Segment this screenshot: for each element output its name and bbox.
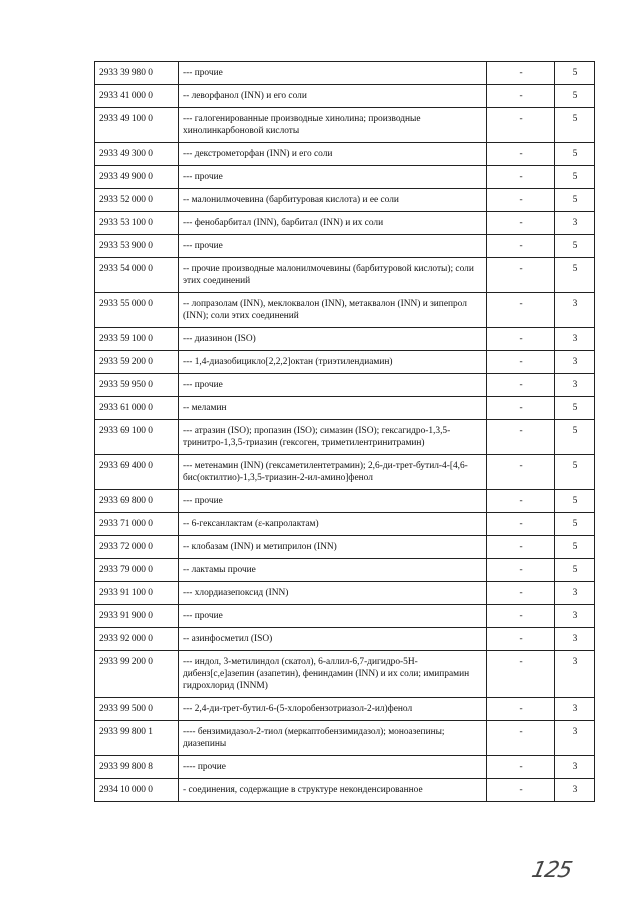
duty-cell: - bbox=[487, 536, 555, 559]
description-cell: -- лопразолам (INN), меклоквалон (INN), метаквалон (INN) и зипепрол (INN); соли этих соединений bbox=[179, 293, 487, 328]
code-cell: 2933 59 950 0 bbox=[95, 374, 179, 397]
duty-cell: - bbox=[487, 62, 555, 85]
table-row bbox=[95, 698, 595, 721]
table-row bbox=[95, 605, 595, 628]
duty-cell: - bbox=[487, 189, 555, 212]
table-row bbox=[95, 513, 595, 536]
table-row bbox=[95, 258, 595, 293]
code-cell: 2933 99 500 0 bbox=[95, 698, 179, 721]
table-row bbox=[95, 189, 595, 212]
table-row bbox=[95, 235, 595, 258]
duty-cell: - bbox=[487, 698, 555, 721]
rate-cell: 3 bbox=[555, 628, 595, 651]
description-cell: --- прочие bbox=[179, 166, 487, 189]
duty-cell: - bbox=[487, 721, 555, 756]
description-cell: -- лактамы прочие bbox=[179, 559, 487, 582]
rate-cell: 5 bbox=[555, 559, 595, 582]
table-row bbox=[95, 143, 595, 166]
rate-cell: 3 bbox=[555, 328, 595, 351]
code-cell: 2933 53 100 0 bbox=[95, 212, 179, 235]
code-cell: 2933 55 000 0 bbox=[95, 293, 179, 328]
table-row bbox=[95, 559, 595, 582]
duty-cell: - bbox=[487, 166, 555, 189]
rate-cell: 3 bbox=[555, 605, 595, 628]
rate-cell: 3 bbox=[555, 651, 595, 698]
table-row bbox=[95, 721, 595, 756]
handwritten-page-number: 125 bbox=[529, 858, 574, 883]
table-row bbox=[95, 756, 595, 779]
duty-cell: - bbox=[487, 455, 555, 490]
description-cell: --- хлордиазепоксид (INN) bbox=[179, 582, 487, 605]
rate-cell: 3 bbox=[555, 351, 595, 374]
table-row bbox=[95, 651, 595, 698]
table-row bbox=[95, 351, 595, 374]
description-cell: --- декстрометорфан (INN) и его соли bbox=[179, 143, 487, 166]
code-cell: 2933 69 400 0 bbox=[95, 455, 179, 490]
table-row bbox=[95, 420, 595, 455]
duty-cell: - bbox=[487, 374, 555, 397]
duty-cell: - bbox=[487, 143, 555, 166]
duty-cell: - bbox=[487, 559, 555, 582]
rate-cell: 5 bbox=[555, 143, 595, 166]
code-cell: 2933 99 200 0 bbox=[95, 651, 179, 698]
description-cell: -- леворфанол (INN) и его соли bbox=[179, 85, 487, 108]
duty-cell: - bbox=[487, 258, 555, 293]
table-row bbox=[95, 108, 595, 143]
table-row bbox=[95, 62, 595, 85]
description-cell: -- 6-гексанлактам (ε-капролактам) bbox=[179, 513, 487, 536]
duty-cell: - bbox=[487, 513, 555, 536]
description-cell: --- атразин (ISO); пропазин (ISO); симазин (ISO); гексагидро-1,3,5-тринитро-1,3,5-триазин (гексоген, триметилентринитрамин) bbox=[179, 420, 487, 455]
description-cell: - соединения, содержащие в структуре неконденсированное bbox=[179, 779, 487, 802]
rate-cell: 5 bbox=[555, 258, 595, 293]
code-cell: 2933 69 100 0 bbox=[95, 420, 179, 455]
code-cell: 2934 10 000 0 bbox=[95, 779, 179, 802]
rate-cell: 3 bbox=[555, 293, 595, 328]
rate-cell: 3 bbox=[555, 756, 595, 779]
description-cell: --- фенобарбитал (INN), барбитал (INN) и их соли bbox=[179, 212, 487, 235]
table-row bbox=[95, 166, 595, 189]
rate-cell: 5 bbox=[555, 490, 595, 513]
table-row bbox=[95, 293, 595, 328]
description-cell: --- 1,4-диазобицикло[2,2,2]октан (триэтилендиамин) bbox=[179, 351, 487, 374]
description-cell: --- прочие bbox=[179, 62, 487, 85]
duty-cell: - bbox=[487, 779, 555, 802]
description-cell: --- прочие bbox=[179, 235, 487, 258]
code-cell: 2933 79 000 0 bbox=[95, 559, 179, 582]
description-cell: -- прочие производные малонилмочевины (барбитуровой кислоты); соли этих соединений bbox=[179, 258, 487, 293]
table-row bbox=[95, 397, 595, 420]
rate-cell: 3 bbox=[555, 698, 595, 721]
duty-cell: - bbox=[487, 628, 555, 651]
rate-cell: 5 bbox=[555, 536, 595, 559]
duty-cell: - bbox=[487, 328, 555, 351]
rate-cell: 5 bbox=[555, 189, 595, 212]
table-row bbox=[95, 490, 595, 513]
code-cell: 2933 59 100 0 bbox=[95, 328, 179, 351]
description-cell: --- прочие bbox=[179, 374, 487, 397]
description-cell: -- малонилмочевина (барбитуровая кислота) и ее соли bbox=[179, 189, 487, 212]
table-row bbox=[95, 455, 595, 490]
code-cell: 2933 91 900 0 bbox=[95, 605, 179, 628]
duty-cell: - bbox=[487, 108, 555, 143]
code-cell: 2933 49 300 0 bbox=[95, 143, 179, 166]
duty-cell: - bbox=[487, 420, 555, 455]
rate-cell: 5 bbox=[555, 62, 595, 85]
rate-cell: 5 bbox=[555, 166, 595, 189]
table-row bbox=[95, 212, 595, 235]
rate-cell: 3 bbox=[555, 582, 595, 605]
tariff-table-body bbox=[95, 62, 595, 802]
duty-cell: - bbox=[487, 651, 555, 698]
description-cell: --- индол, 3-метилиндол (скатол), 6-аллил-6,7-дигидро-5H-дибенз[c,e]азепин (азапетин), фениндамин (INN) и их соли; имипрамин гидрохлорид (INNM) bbox=[179, 651, 487, 698]
code-cell: 2933 99 800 8 bbox=[95, 756, 179, 779]
code-cell: 2933 69 800 0 bbox=[95, 490, 179, 513]
rate-cell: 3 bbox=[555, 721, 595, 756]
rate-cell: 5 bbox=[555, 108, 595, 143]
rate-cell: 5 bbox=[555, 513, 595, 536]
table-row bbox=[95, 85, 595, 108]
description-cell: --- прочие bbox=[179, 490, 487, 513]
table-row bbox=[95, 779, 595, 802]
description-cell: ---- бензимидазол-2-тиол (меркаптобензимидазол); моноазепины; диазепины bbox=[179, 721, 487, 756]
duty-cell: - bbox=[487, 605, 555, 628]
code-cell: 2933 92 000 0 bbox=[95, 628, 179, 651]
duty-cell: - bbox=[487, 397, 555, 420]
description-cell: -- азинфосметил (ISO) bbox=[179, 628, 487, 651]
rate-cell: 5 bbox=[555, 235, 595, 258]
code-cell: 2933 59 200 0 bbox=[95, 351, 179, 374]
duty-cell: - bbox=[487, 85, 555, 108]
code-cell: 2933 49 100 0 bbox=[95, 108, 179, 143]
rate-cell: 5 bbox=[555, 397, 595, 420]
duty-cell: - bbox=[487, 582, 555, 605]
description-cell: --- галогенированные производные хинолина; производные хинолинкарбоновой кислоты bbox=[179, 108, 487, 143]
code-cell: 2933 52 000 0 bbox=[95, 189, 179, 212]
table-row bbox=[95, 328, 595, 351]
duty-cell: - bbox=[487, 756, 555, 779]
description-cell: --- прочие bbox=[179, 605, 487, 628]
code-cell: 2933 72 000 0 bbox=[95, 536, 179, 559]
duty-cell: - bbox=[487, 351, 555, 374]
rate-cell: 3 bbox=[555, 212, 595, 235]
table-row bbox=[95, 582, 595, 605]
code-cell: 2933 53 900 0 bbox=[95, 235, 179, 258]
tariff-table bbox=[94, 61, 595, 802]
rate-cell: 5 bbox=[555, 85, 595, 108]
table-row bbox=[95, 536, 595, 559]
code-cell: 2933 99 800 1 bbox=[95, 721, 179, 756]
code-cell: 2933 71 000 0 bbox=[95, 513, 179, 536]
code-cell: 2933 39 980 0 bbox=[95, 62, 179, 85]
duty-cell: - bbox=[487, 490, 555, 513]
code-cell: 2933 41 000 0 bbox=[95, 85, 179, 108]
table-row bbox=[95, 628, 595, 651]
code-cell: 2933 49 900 0 bbox=[95, 166, 179, 189]
duty-cell: - bbox=[487, 235, 555, 258]
description-cell: ---- прочие bbox=[179, 756, 487, 779]
code-cell: 2933 91 100 0 bbox=[95, 582, 179, 605]
code-cell: 2933 54 000 0 bbox=[95, 258, 179, 293]
rate-cell: 3 bbox=[555, 374, 595, 397]
description-cell: -- меламин bbox=[179, 397, 487, 420]
rate-cell: 5 bbox=[555, 420, 595, 455]
rate-cell: 5 bbox=[555, 455, 595, 490]
description-cell: --- 2,4-ди-трет-бутил-6-(5-хлоробензотриазол-2-ил)фенол bbox=[179, 698, 487, 721]
rate-cell: 3 bbox=[555, 779, 595, 802]
description-cell: --- диазинон (ISO) bbox=[179, 328, 487, 351]
description-cell: -- клобазам (INN) и метиприлон (INN) bbox=[179, 536, 487, 559]
code-cell: 2933 61 000 0 bbox=[95, 397, 179, 420]
duty-cell: - bbox=[487, 293, 555, 328]
description-cell: --- метенамин (INN) (гексаметилентетрамин); 2,6-ди-трет-бутил-4-[4,6-бис(октилтио)-1,3,5-триазин-2-ил-амино]фенол bbox=[179, 455, 487, 490]
table-row bbox=[95, 374, 595, 397]
duty-cell: - bbox=[487, 212, 555, 235]
